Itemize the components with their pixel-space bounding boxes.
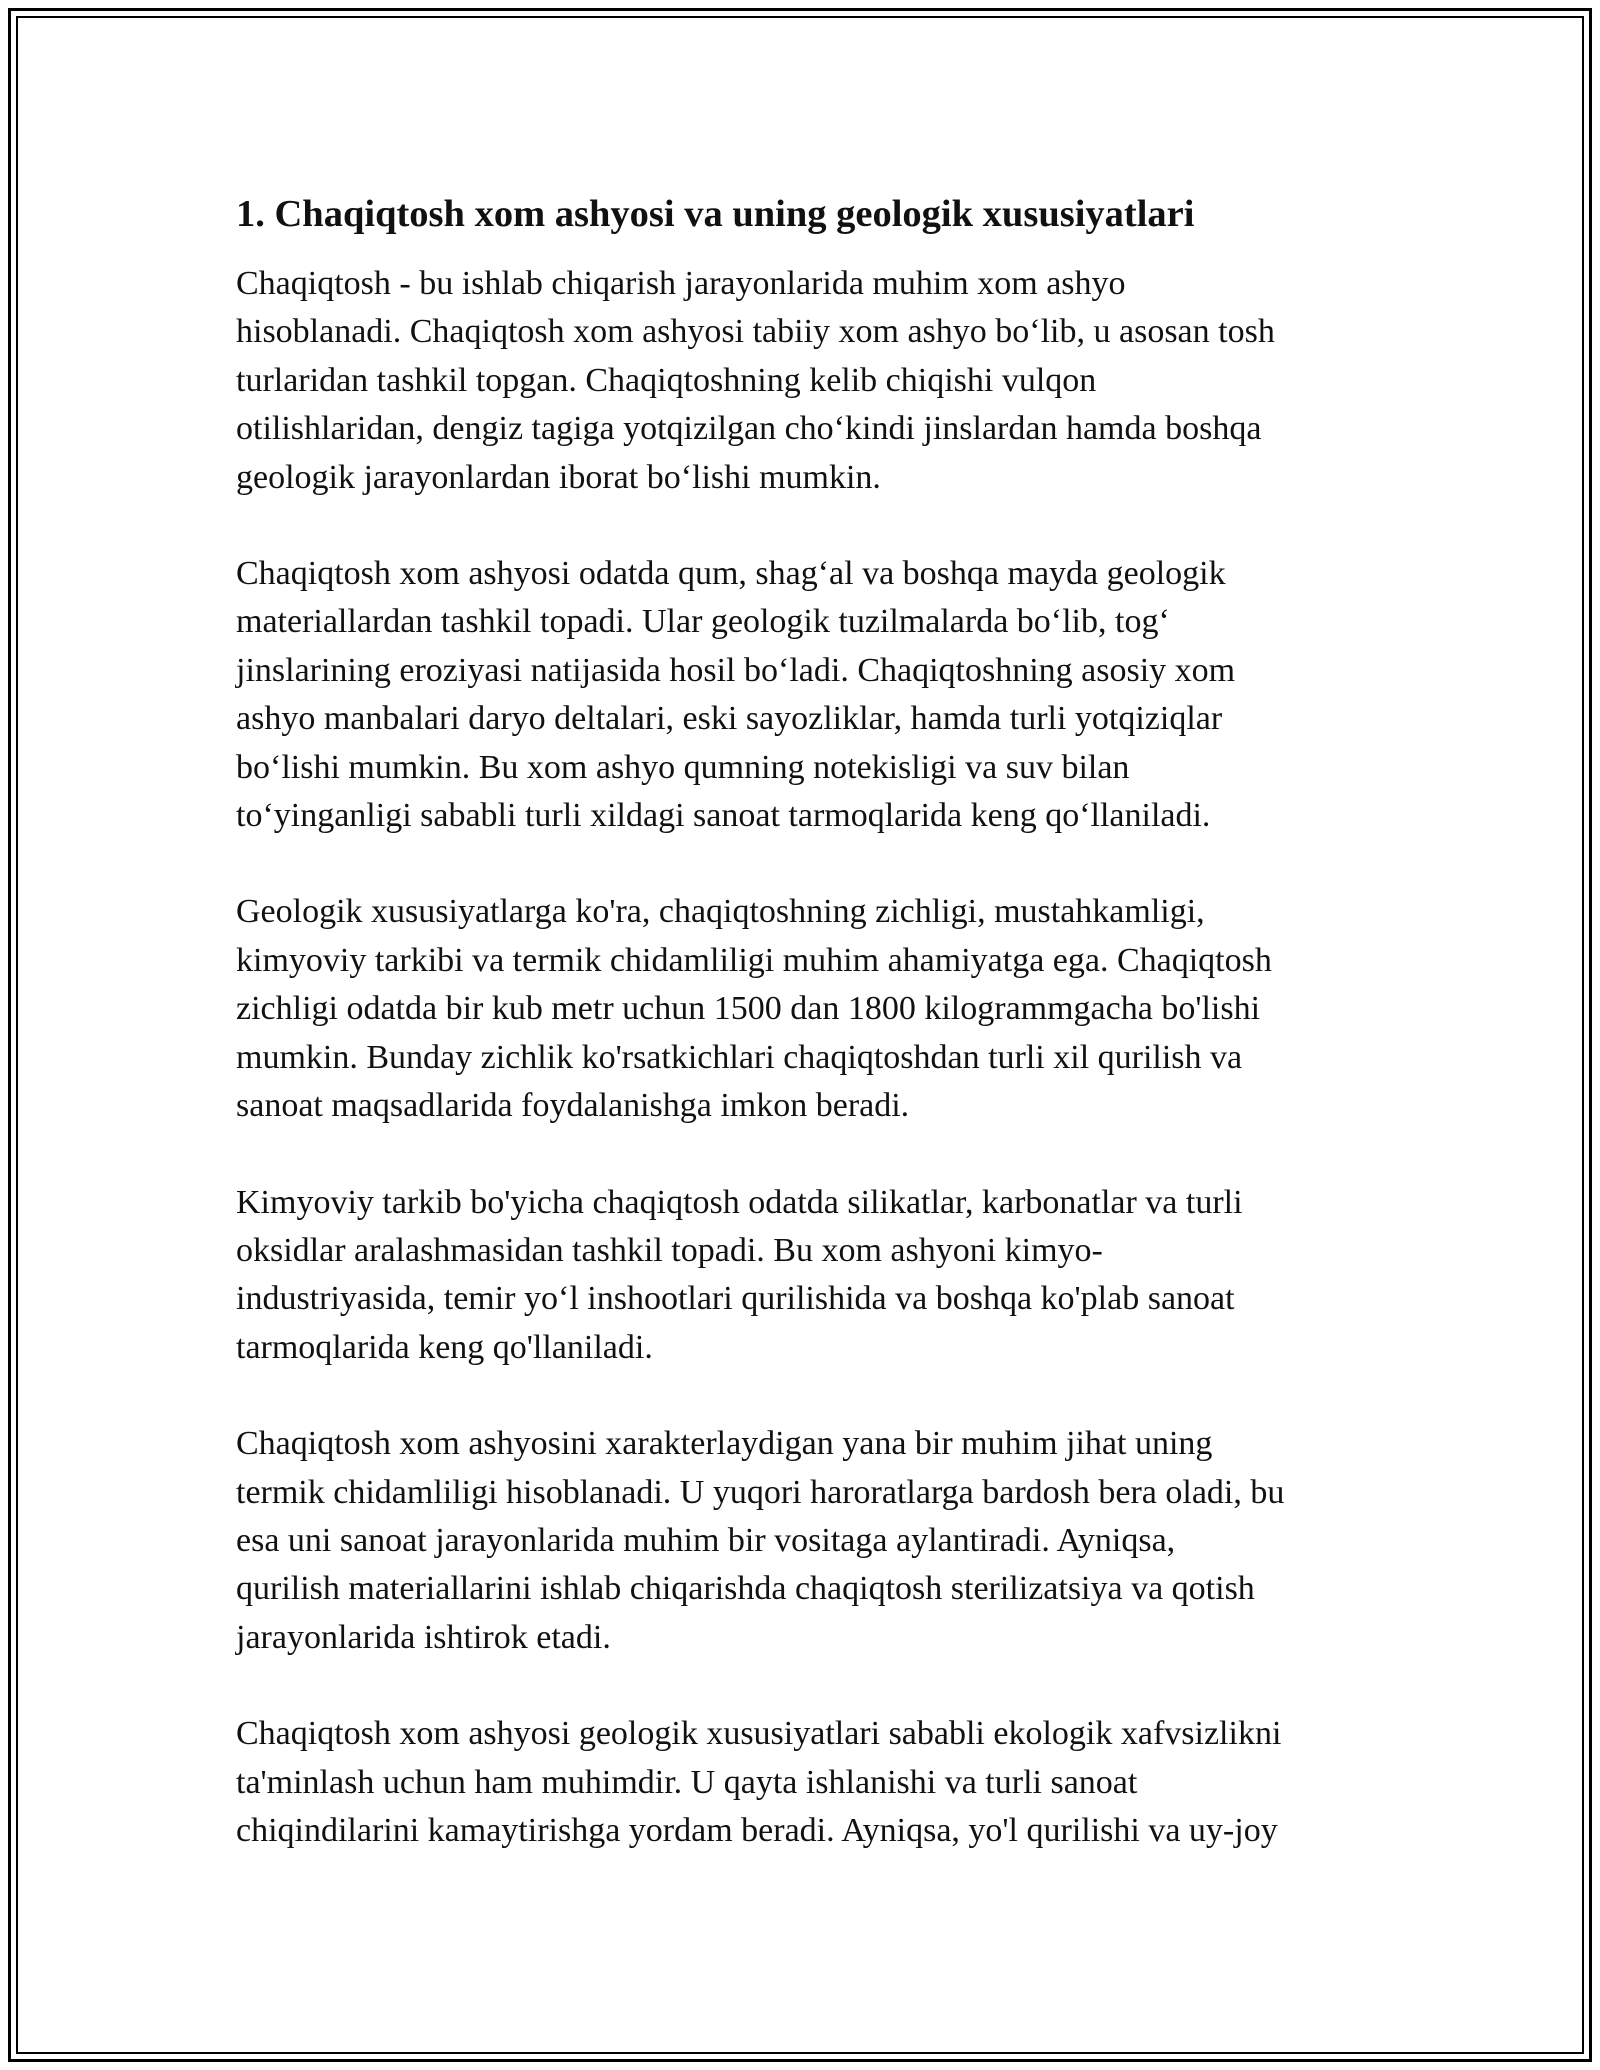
paragraph: [236, 550, 1376, 840]
paragraph: [236, 260, 1376, 502]
paragraph-line: chiqindilarini kamaytirishga yordam beradi. Ayniqsa, yo'l qurilishi va uy-joy: [236, 1811, 1278, 1849]
paragraph-line: Chaqiqtosh xom ashyosi geologik xususiyatlari sababli ekologik xafvsizlikni: [236, 1715, 1282, 1753]
paragraph-line: turlaridan tashkil topgan. Chaqiqtoshning kelib chiqishi vulqon: [236, 361, 1097, 399]
paragraph: [236, 888, 1376, 1130]
paragraph-line: boʻlishi mumkin. Bu xom ashyo qumning notekisligi va suv bilan: [236, 748, 1130, 786]
paragraph-list: [236, 260, 1376, 1855]
paragraph-line: ashyo manbalari daryo deltalari, eski sayozliklar, hamda turli yotqiziqlar: [236, 700, 1223, 738]
section-heading: 1. Chaqiqtosh xom ashyosi va uning geologik xususiyatlari: [236, 193, 1195, 235]
paragraph-line: oksidlar aralashmasidan tashkil topadi. Bu xom ashyoni kimyo-: [236, 1231, 1103, 1269]
paragraph-line: otilishlaridan, dengiz tagiga yotqizilgan choʻkindi jinslardan hamda boshqa: [236, 410, 1262, 448]
paragraph-line: jarayonlarida ishtirok etadi.: [236, 1618, 611, 1656]
paragraph-line: Chaqiqtosh xom ashyosini xarakterlaydigan yana bir muhim jihat uning: [236, 1425, 1213, 1463]
paragraph: [236, 1420, 1376, 1662]
paragraph-line: termik chidamliligi hisoblanadi. U yuqori haroratlarga bardosh bera oladi, bu: [236, 1473, 1285, 1511]
paragraph-line: zichligi odatda bir kub metr uchun 1500 dan 1800 kilogrammgacha bo'lishi: [236, 990, 1261, 1028]
paragraph-line: geologik jarayonlardan iborat boʻlishi mumkin.: [236, 458, 881, 496]
paragraph-line: Chaqiqtosh xom ashyosi odatda qum, shagʻal va boshqa mayda geologik: [236, 555, 1226, 593]
paragraph-line: Kimyoviy tarkib bo'yicha chaqiqtosh odatda silikatlar, karbonatlar va turli: [236, 1183, 1243, 1221]
paragraph-line: sanoat maqsadlarida foydalanishga imkon beradi.: [236, 1087, 910, 1125]
paragraph-line: qurilish materiallarini ishlab chiqarishda chaqiqtosh sterilizatsiya va qotish: [236, 1570, 1255, 1608]
document-body: [236, 187, 1376, 1903]
paragraph-line: Geologik xususiyatlarga ko'ra, chaqiqtoshning zichligi, mustahkamligi,: [236, 893, 1205, 931]
paragraph-line: Chaqiqtosh - bu ishlab chiqarish jarayonlarida muhim xom ashyo: [236, 265, 1126, 302]
paragraph-line: industriyasida, temir yoʻl inshootlari qurilishida va boshqa ko'plab sanoat: [236, 1280, 1235, 1318]
paragraph-line: mumkin. Bunday zichlik ko'rsatkichlari chaqiqtoshdan turli xil qurilish va: [236, 1038, 1243, 1076]
paragraph-line: hisoblanadi. Chaqiqtosh xom ashyosi tabiiy xom ashyo boʻlib, u asosan tosh: [236, 313, 1275, 351]
paragraph-line: esa uni sanoat jarayonlarida muhim bir vositaga aylantiradi. Ayniqsa,: [236, 1521, 1176, 1559]
paragraph-line: materiallardan tashkil topadi. Ular geologik tuzilmalarda boʻlib, togʻ: [236, 603, 1170, 641]
paragraph-line: kimyoviy tarkibi va termik chidamliligi muhim ahamiyatga ega. Chaqiqtosh: [236, 941, 1272, 979]
paragraph: [236, 1710, 1376, 1855]
paragraph: [236, 1179, 1376, 1373]
paragraph-line: jinslarining eroziyasi natijasida hosil boʻladi. Chaqiqtoshning asosiy xom: [236, 651, 1236, 689]
paragraph-line: tarmoqlarida keng qo'llaniladi.: [236, 1328, 653, 1366]
paragraph-line: toʻyinganligi sababli turli xildagi sanoat tarmoqlarida keng qoʻllaniladi.: [236, 797, 1211, 835]
paragraph-line: ta'minlash uchun ham muhimdir. U qayta ishlanishi va turli sanoat: [236, 1763, 1138, 1801]
